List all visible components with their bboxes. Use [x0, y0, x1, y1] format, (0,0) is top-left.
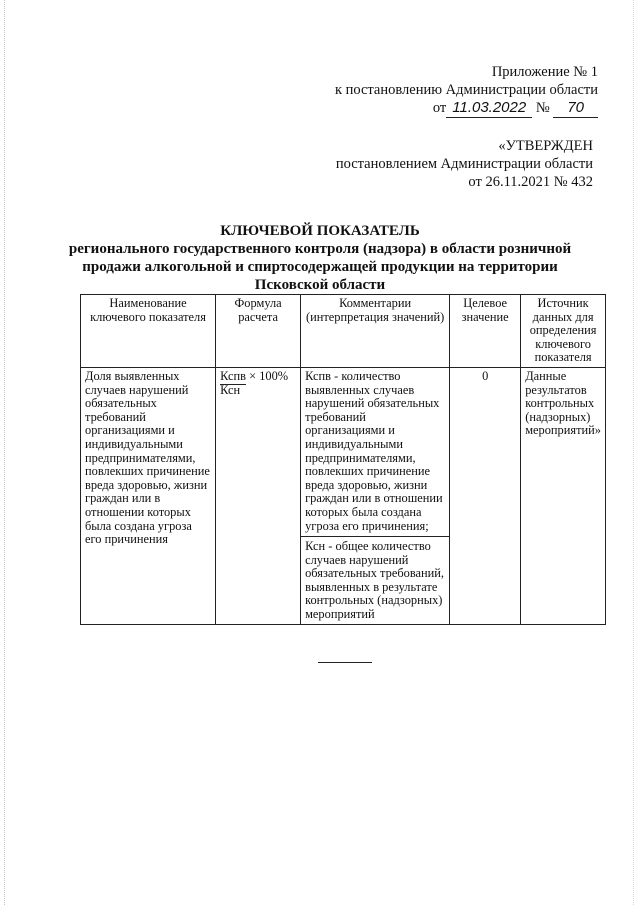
document-title: [50, 222, 590, 294]
header-comments: Комментарии (интерпретация значений): [301, 295, 450, 368]
target-value-cell: 0: [450, 367, 521, 624]
from-label: от: [432, 100, 447, 116]
header-data-source: Источник данных для определения ключевого показателя: [521, 295, 606, 368]
approved-date: от 26.11.2021 № 432: [468, 174, 593, 190]
appendix-block: [335, 63, 598, 118]
approved-title: «УТВЕРЖДЕН: [498, 138, 593, 154]
end-of-document-line: [318, 662, 372, 663]
appendix-reference: к постановлению Администрации области: [334, 82, 598, 98]
approved-block: [336, 137, 593, 191]
title-line-3: продажи алкогольной и спиртосодержащей продукции на территории: [82, 259, 558, 275]
comment-divider: [301, 536, 449, 537]
key-indicator-table: [80, 294, 606, 625]
title-heading: КЛЮЧЕВОЙ ПОКАЗАТЕЛЬ: [220, 223, 420, 239]
comment-ksn: Ксн - общее количество случаев нарушений обязательных требований, выявленных в результате контрольных (надзорных) мероприятий: [305, 539, 444, 622]
comments-cell: [301, 367, 450, 624]
header-indicator-name: Наименование ключевого показателя: [81, 295, 216, 368]
table-row: [81, 367, 606, 624]
scan-edge-left: [4, 0, 5, 905]
header-formula: Формула расчета: [216, 295, 301, 368]
appendix-title: Приложение № 1: [491, 64, 598, 80]
title-line-4: Псковской области: [254, 277, 386, 293]
scan-edge-right: [633, 0, 634, 905]
appendix-date-line: [335, 99, 598, 118]
title-line-2: регионального государственного контроля (надзора) в области розничной: [68, 241, 572, 257]
number-label: №: [535, 100, 550, 116]
formula-denominator: Ксн: [220, 382, 241, 397]
handwritten-number: 70: [553, 99, 598, 118]
handwritten-date: 11.03.2022: [446, 99, 532, 118]
header-target-value: Целевое значение: [450, 295, 521, 368]
table-header-row: [81, 295, 606, 368]
formula-multiplier: × 100%: [249, 368, 289, 383]
approved-by: постановлением Администрации области: [335, 156, 593, 172]
formula-numerator: Кспв: [220, 368, 246, 383]
indicator-name-cell: Доля выявленных случаев нарушений обязательных требований организациями и индивидуальными предпринимателями, повлекших причинение вреда здоровью, жизни граждан или в отношении которых была создана угроза его причинения: [81, 367, 216, 624]
formula-cell: [216, 367, 301, 624]
comment-kspv: Кспв - количество выявленных случаев нарушений обязательных требований организациями и индивидуальными предпринимателями, повлекших причинение вреда здоровью, жизни граждан или в отношении которых была создана угроза его причинения;: [305, 368, 443, 533]
data-source-cell: Данные результатов контрольных (надзорных) мероприятий»: [521, 367, 606, 624]
